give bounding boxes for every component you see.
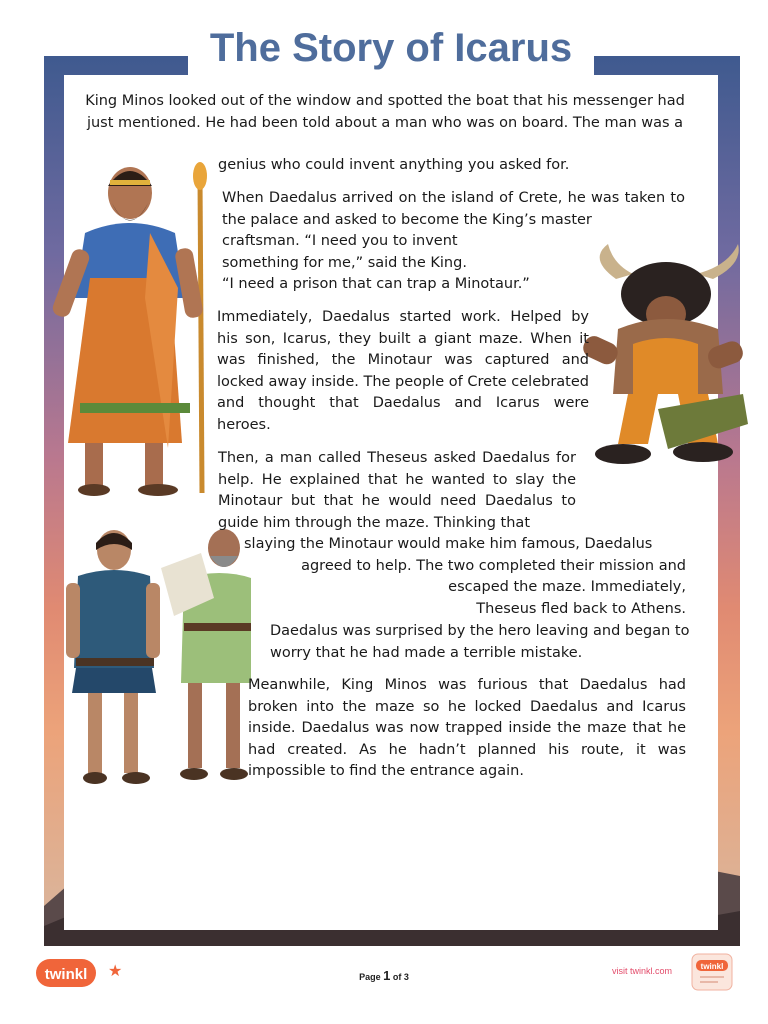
paragraph-4-end: escaped the maze. Immediately, Theseus fled back to Athens.	[448, 579, 686, 617]
page-suffix: of 3	[392, 972, 409, 982]
paragraph-4-line-6: agreed to help. The two completed their mission and	[301, 558, 686, 574]
twinkl-badge	[690, 952, 734, 992]
minotaur-illustration	[578, 244, 750, 474]
paragraph-5: Daedalus was surprised by the hero leaving and began to worry that he had made a terrible mistake.	[270, 623, 690, 661]
paragraph-4-intro: Then, a man called Theseus asked Daedalus for help. He explained that he wanted to slay the Minotaur but that he would need Daedalus to guide him through the maze. Thinking that	[218, 450, 576, 531]
paragraph-2-line-3: craftsman. “I need you to invent	[222, 233, 458, 249]
paragraph-1-end: genius who could invent anything you asked for.	[218, 157, 570, 173]
paragraph-2-intro: When Daedalus arrived on the island of Crete, he was taken to the palace and asked to become the King’s master	[222, 190, 685, 228]
twinkl-badge-text: twinkl	[700, 962, 724, 971]
paragraph-6: Meanwhile, King Minos was furious that Daedalus had broken into the maze so he locked Daedalus and Icarus inside. Daedalus was now trapped inside the maze that he had created. As he hadn’t planned his route, it was impossible to find the entrance again.	[248, 677, 686, 779]
paragraph-2-line-5: “I need a prison that can trap a Minotaur.”	[222, 276, 530, 292]
twinkl-logo-text: twinkl	[44, 966, 88, 983]
king-minos-illustration	[50, 158, 215, 498]
paragraph-4-line-5: slaying the Minotaur would make him famous, Daedalus	[244, 536, 653, 552]
paragraph-2-line-4: something for me,” said the King.	[222, 255, 467, 271]
paragraph-3: Immediately, Daedalus started work. Helped by his son, Icarus, they built a giant maze. When it was finished, the Minotaur was captured and locked away inside. The people of Crete celebrated and thought that Daedalus and Icarus were heroes.	[217, 309, 589, 433]
page-number: 1	[383, 968, 391, 983]
theseus-and-daedalus-illustration	[66, 528, 251, 790]
page-title: The Story of Icarus	[209, 26, 573, 70]
page-prefix: Page	[359, 972, 381, 982]
star-icon: ★	[108, 961, 123, 980]
visit-link[interactable]: visit twinkl.com	[612, 966, 673, 976]
paragraph-1-intro: King Minos looked out of the window and spotted the boat that his messenger had just mentioned. He had been told about a man who was on board. The man was a	[85, 93, 685, 131]
